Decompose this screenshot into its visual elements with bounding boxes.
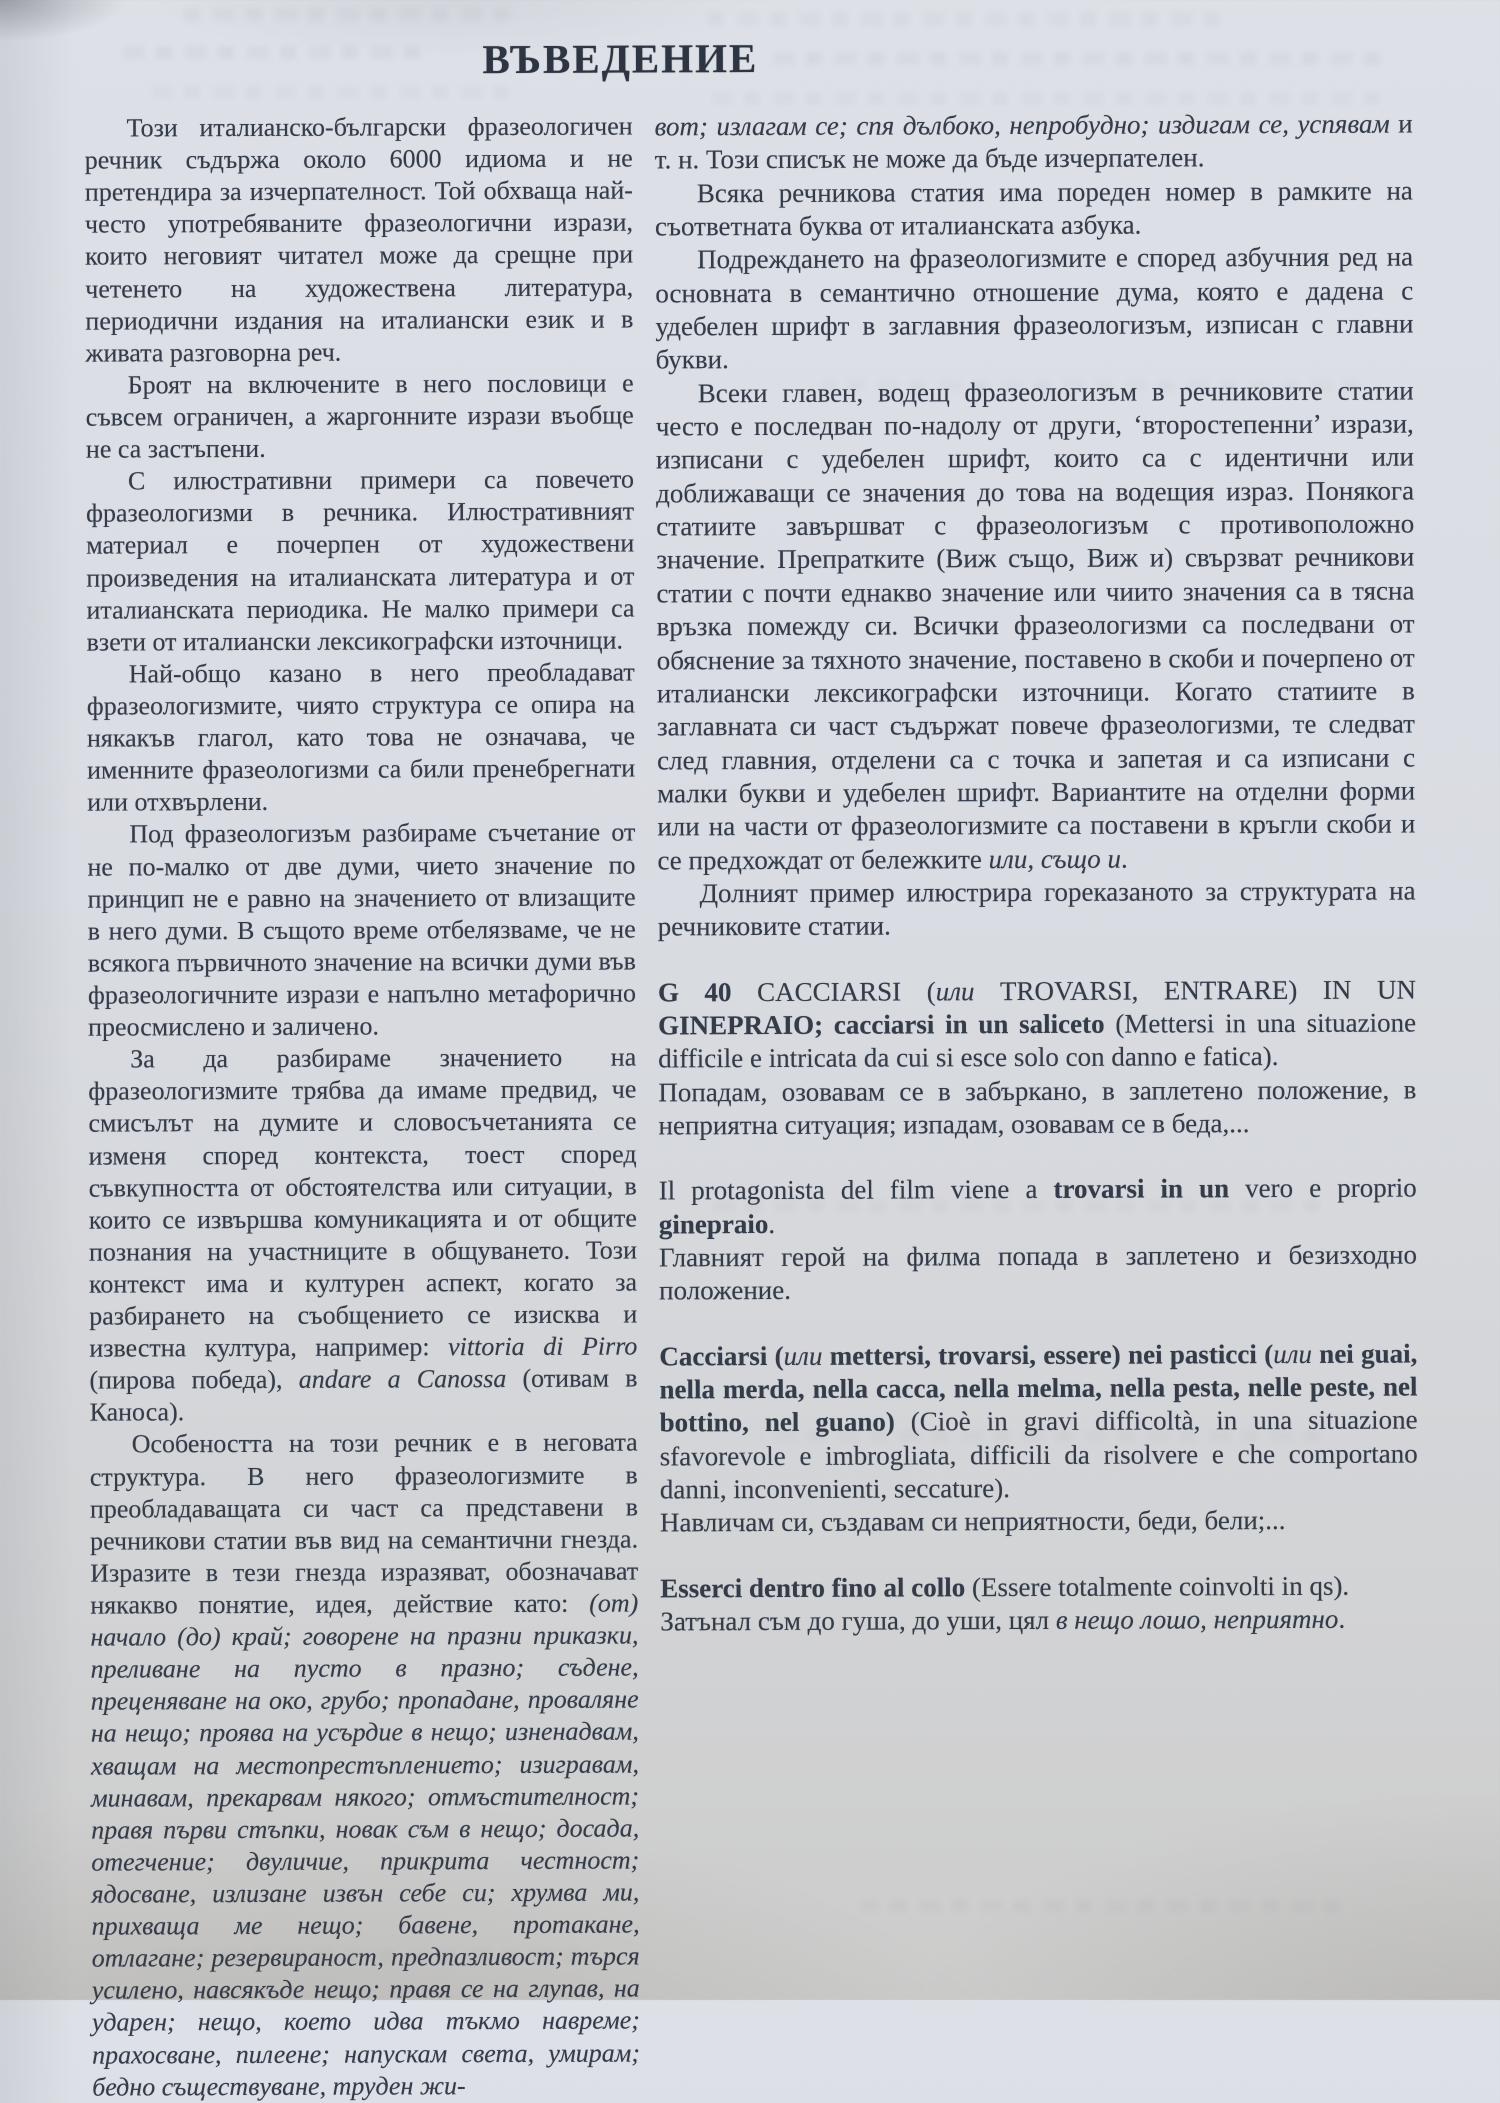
entry-secondary-translation xyxy=(660,1504,1418,1540)
text-run: Подреждането на фразеологизмите е според азбучния ред на основната в семантично отношение дума, която е дадена с удебелен шрифт в заглавния фразеологизъм, изписан с главни букви. xyxy=(655,241,1414,375)
text-run: и т. н. Този списък не може да бъде изчерпателен. xyxy=(654,108,1413,175)
bleed-through-smudge xyxy=(180,8,510,22)
text-run: Най-общо казано в него преобладават фразеологизмите, чиято структура се опира на някакъв глагол, като това не означава, че именните фразеологизми са били пренебрегнати или отхвърлени. xyxy=(86,657,636,817)
text-run: в нещо лошо, неприятно xyxy=(1055,1603,1339,1635)
para-structure-verbs xyxy=(87,656,636,819)
text-run: Всяка речникова статия има пореден номер в рамките на съответната буква от италианската азбука. xyxy=(654,175,1413,242)
text-run: Esserci dentro fino al collo xyxy=(660,1571,966,1604)
para-examples xyxy=(86,464,635,659)
text-run: За да разбираме значението на фразеологизмите трябва да имаме предвид, че смисълът на думите и словосъчетанията се изменя според контекста, тоест според съвкупността от обстоятелства или ситуации, в които се извършва комуникацията и от общите познания на участниците в общуването. Този контекст има и културен аспект, когато за разбирането на съобщението се изисква и известна култура, например: xyxy=(88,1042,638,1363)
text-run: vero e proprio xyxy=(1229,1172,1417,1204)
text-run: (Mettersi in una situazione difficile e intricata da cui si esce solo con danno e fatica). xyxy=(658,1007,1417,1074)
text-run: или xyxy=(935,975,975,1006)
text-run: (Essere totalmente coinvolti in qs). xyxy=(965,1570,1350,1602)
text-run: (от) начало (до) край; говорене на празни приказки, преливане на пусто в празно; съдене, преценяване на око, грубо; пропадане, проваляне на нещо; проява на усърдие в нещо; изненадвам, хващам на местопрестъплението; изигравам, минавам, прекарвам някого; отмъстителност; правя първи стъпки, новак съм в нещо; досада, отегчение; двуличие, прикрита честност; ядосване, излизане извън себе си; хрумва ми, прихваща ме нещо; бавене, протакане, отлагане; резервираност, предпазливост; търся усилено, навсякъде нещо; правя се на глупав, на ударен; нещо, което идва тъкмо навреме; прахосване, пилеене; напускам света, умирам; бедно съществуване, труден жи- xyxy=(90,1588,641,2102)
para-semantic-nests xyxy=(90,1427,641,2103)
text-run: Броят на включените в него пословици е съвсем ограничен, а жаргонните изрази въобще не са застъпени. xyxy=(85,368,634,464)
entry-example-translation xyxy=(659,1238,1417,1308)
text-run: trovarsi in un xyxy=(1053,1173,1230,1205)
text-run: mettersi, trovarsi, essere) nei pasticci ( xyxy=(822,1338,1274,1371)
text-run: Затънал съм до гуша, до уши, цял xyxy=(660,1604,1056,1637)
left-column xyxy=(85,110,641,2103)
bleed-through-smudge xyxy=(700,12,1220,26)
text-run: Cacciarsi ( xyxy=(659,1340,784,1372)
text-run: или, също и xyxy=(988,843,1122,874)
text-run: . xyxy=(1120,843,1128,874)
entry-translation xyxy=(658,1073,1416,1143)
entry-esserci-translation xyxy=(660,1603,1418,1639)
text-run: Попадам, озовавам се в забъркано, в заплетено положение, в неприятна ситуация; изпадам, озовавам се в беда,... xyxy=(658,1074,1417,1141)
text-run: Особеността на този речник е в неговата структура. В него фразеологизмите в преобладаващата си част са представени в речникови статии във вид на семантични гнезда. Изразите в тези гнезда изразяват, обозначават някакво понятие, идея, действие като: xyxy=(89,1427,639,1620)
text-run: или xyxy=(1273,1338,1313,1369)
text-run: GINEPRAIO; cacciarsi in un saliceto xyxy=(658,1008,1105,1041)
text-run: TROVARSI, ENTRARE) IN UN xyxy=(974,974,1416,1006)
para-example-intro xyxy=(658,874,1416,944)
text-run: Под фразеологизъм разбираме съчетание от не по-малко от две думи, чието значение по принцип не е равно на значението от влизащите в него думи. В същото време отбелязваме, че не всякога първичното значение на всички думи във фразеологичните изрази е напълно метафорично преосмислено и заличено. xyxy=(87,817,637,1042)
text-run: andare a Canossa xyxy=(298,1364,507,1395)
text-run: Този италианско-български фразеологичен речник съдържа около 6000 идиома и не претендира за изчерпателност. Той обхваща най-често употребяваните фразеологични изрази, които неговият читател може да срещне при четенето на художествена литература, периодични издания на италиански език и в живата разговорна реч. xyxy=(84,111,634,368)
text-run: (Cioè in gravi difficoltà, in una situazione sfavorevole e imbrogliata, difficili da risolvere e che comportano danni, inconvenienti, seccature). xyxy=(659,1404,1418,1505)
para-ordering xyxy=(655,241,1414,377)
text-run: вот; излагам се; спя дълбоко, непробудно; издигам се, успявам xyxy=(654,108,1390,142)
para-continuation xyxy=(655,107,1413,177)
text-run: (пирова победа), xyxy=(89,1365,299,1395)
para-proverbs xyxy=(86,367,634,465)
entry-secondary-bold xyxy=(659,1337,1418,1507)
text-run: vittoria di Pirro xyxy=(448,1331,638,1362)
right-column xyxy=(655,107,1419,1638)
para-context xyxy=(88,1042,637,1429)
text-run: С илюстративни примери са повечето фразеологизми в речника. Илюстративният материал е почерпен от художествени произведения на италианската литература и от италианската периодика. Не малко примери са взети от италиански лексикографски източници. xyxy=(86,464,635,657)
entry-headword xyxy=(658,973,1416,1076)
text-run: Навличам си, създавам си неприятности, беди, бели;... xyxy=(659,1505,1286,1538)
text-run: . xyxy=(768,1208,776,1239)
para-numbering xyxy=(655,174,1413,244)
text-run: ginepraio xyxy=(658,1208,769,1240)
text-run: (отивам в Каноса). xyxy=(89,1363,638,1427)
page-title: ВЪВЕДЕНИЕ xyxy=(482,35,759,83)
para-definition xyxy=(87,817,636,1044)
text-run: или xyxy=(783,1340,823,1371)
text-run: Главният герой на филма попада в заплетено и безизходно положение. xyxy=(658,1239,1418,1306)
entry-esserci xyxy=(660,1569,1418,1605)
text-run: Долният пример илюстрира гореказаното за структурата на речниковите статии. xyxy=(657,875,1416,942)
entry-example-italian xyxy=(659,1172,1417,1242)
two-column-text xyxy=(85,107,1441,2103)
text-run: . xyxy=(1338,1603,1346,1634)
text-run: G 40 xyxy=(657,976,732,1007)
text-run: Всеки главен, водещ фразеологизъм в речниковите статии често е последван по-надолу от други, ‘второстепенни’ изрази, изписани с удебелен шрифт, които са с идентични или доближаващи се значения до това на водещия израз. Понякога статиите завършват с фразеологизъм с противоположно значение. Препратките (Виж също, Виж и) свързват речникови статии с почти еднакво значение или чиито значения са в тясна връзка помежду си. Всички фразеологизми са последвани от обяснение за тяхното значение, поставено в скоби и почерпено от италиански лексикографски източници. Когато статиите в заглавната си част съдържат повече фразеологизми, те следват след главния, отделени са с точка и запетая и са изписани с малки букви и удебелен шрифт. Вариантите на отделни форми или на части от фразеологизмите са поставени в кръгли скоби и се предхождат от бележките xyxy=(655,375,1416,875)
para-article-structure xyxy=(656,374,1416,877)
text-run: Il protagonista del film viene a xyxy=(658,1174,1054,1206)
text-run: nei guai, nella merda, nella cacca, nella melma, nella pesta, nelle peste, nel bottino, nel guano) xyxy=(659,1338,1418,1438)
para-scope xyxy=(85,110,634,369)
page-content xyxy=(84,31,1439,2102)
text-run: CACCIARSI ( xyxy=(731,975,936,1007)
